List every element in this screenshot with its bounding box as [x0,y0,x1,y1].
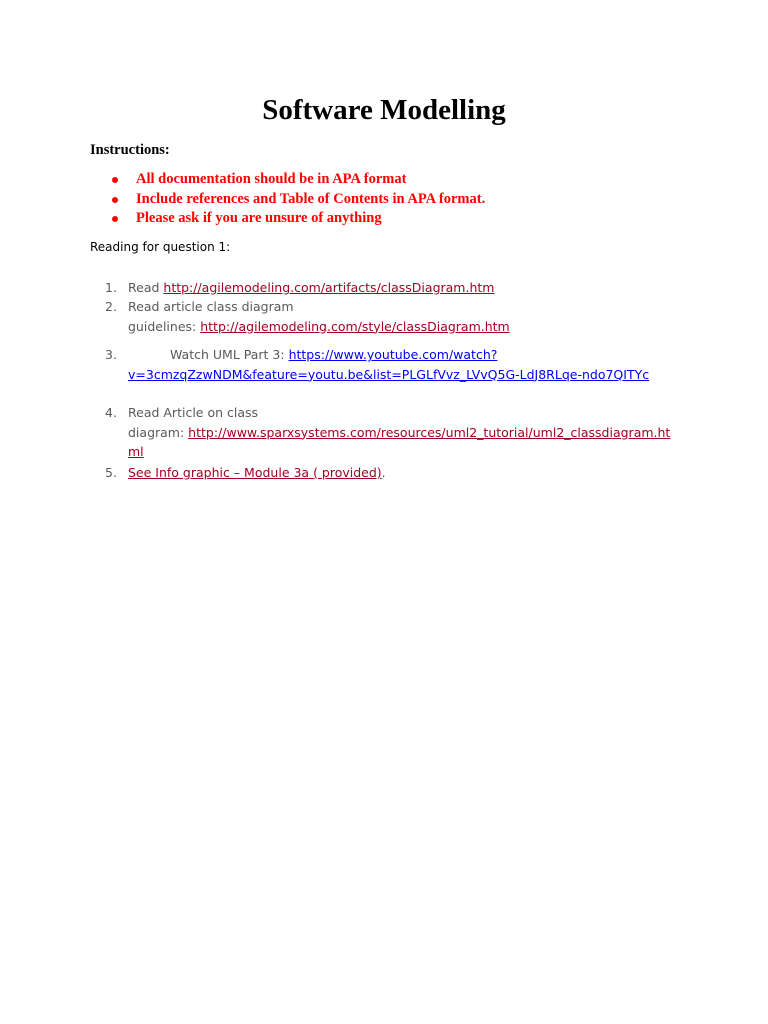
step-body [128,278,688,298]
instructions-list [90,170,485,229]
instruction-item [90,170,485,190]
step-number: 1. [105,280,117,295]
step-suffix: . [381,465,386,480]
step-number: 2. [105,299,117,314]
youtube-uml-link-part2[interactable]: v=3cmzqZzwNDM&feature=youtu.be&list=PLGLfVvz_LVvQ5G-LdJ8RLqe-ndo7QITYc [128,366,650,382]
reading-heading: Reading for question 1: [90,240,231,254]
step-prefix: Read [128,280,164,295]
instruction-text: Please ask if you are unsure of anything [136,210,382,226]
step-body [128,403,688,462]
step-number: 5. [105,465,117,480]
title-bold: Modelling [380,94,506,126]
instruction-item [90,190,485,210]
youtube-uml-link-part1[interactable]: https://www.youtube.com/watch? [288,347,498,362]
instruction-item [90,209,485,229]
step-number: 4. [105,405,117,420]
bullet-icon [112,197,118,203]
step-body [128,345,688,384]
step-prefix: Watch UML Part 3: [170,347,289,362]
instruction-text: Include references and Table of Contents in APA format. [136,190,486,207]
sparxsystems-uml-link-part2[interactable]: ml [128,444,144,459]
step-prefix-line2: diagram: [128,424,189,440]
agilemodeling-style-guidelines-link[interactable]: http://agilemodeling.com/style/classDiagram.htm [200,318,510,334]
page-title [0,94,768,127]
bullet-icon [112,177,118,183]
step-prefix-line2: guidelines: [128,318,201,334]
instructions-heading: Instructions: [90,142,170,158]
bullet-icon [112,216,118,222]
title-normal: Software [262,94,381,126]
step-prefix-line1: Read Article on class [128,405,259,420]
sparxsystems-uml-link-part1[interactable]: http://www.sparxsystems.com/resources/uml2_tutorial/uml2_classdiagram.ht [188,424,671,440]
step-body [128,297,688,336]
info-graphic-link[interactable]: See Info graphic – Module 3a ( provided) [128,465,382,480]
instruction-text: All documentation should be in APA format [136,171,407,187]
step-body [128,463,688,483]
agilemodeling-class-diagram-link[interactable]: http://agilemodeling.com/artifacts/classDiagram.htm [163,280,495,295]
step-number: 3. [105,347,117,362]
step-prefix-line1: Read article class diagram [128,299,294,314]
